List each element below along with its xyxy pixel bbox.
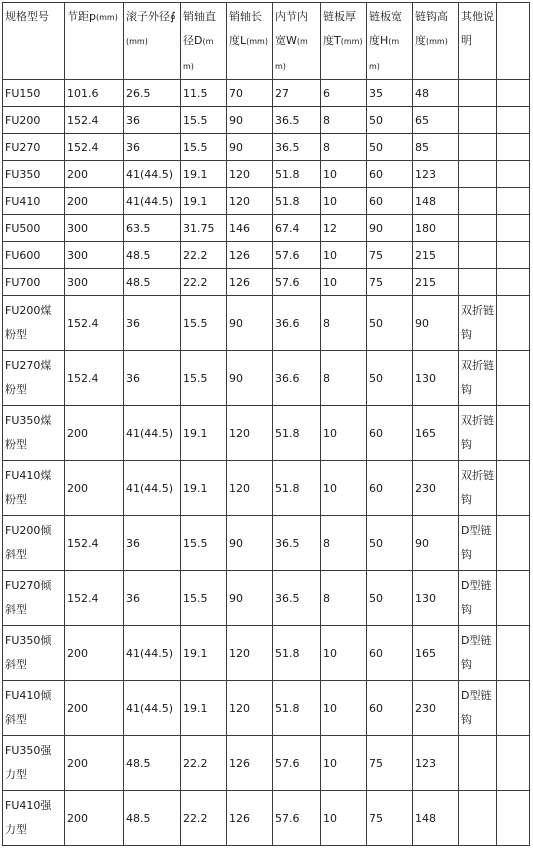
value-cell: 15.5 — [181, 107, 227, 134]
table-row — [3, 215, 530, 242]
value-cell: 152.4 — [65, 351, 124, 406]
header-unit: (mm) — [340, 37, 363, 46]
value-cell: 90 — [227, 351, 273, 406]
value-cell: 63.5 — [124, 215, 181, 242]
note-cell — [459, 188, 497, 215]
value-cell: 50 — [367, 134, 413, 161]
value-cell: 60 — [367, 681, 413, 736]
note-cell: 双折链钩 — [459, 461, 497, 516]
table-row — [3, 681, 530, 736]
table-row — [3, 80, 530, 107]
value-cell: 8 — [321, 296, 367, 351]
value-cell: 15.5 — [181, 134, 227, 161]
value-cell: 50 — [367, 296, 413, 351]
value-cell — [497, 571, 530, 626]
note-cell: 双折链钩 — [459, 406, 497, 461]
header-cell — [321, 3, 367, 80]
note-cell — [459, 791, 497, 846]
value-cell: 126 — [227, 791, 273, 846]
value-cell: 8 — [321, 351, 367, 406]
header-unit: (mm) — [426, 37, 448, 46]
value-cell: 26.5 — [124, 80, 181, 107]
value-cell: 36 — [124, 134, 181, 161]
header-text: 链板宽度H — [369, 10, 402, 47]
value-cell: 90 — [227, 296, 273, 351]
value-cell: 215 — [413, 242, 459, 269]
value-cell: 120 — [227, 406, 273, 461]
table-row — [3, 296, 530, 351]
value-cell: 50 — [367, 351, 413, 406]
value-cell: 22.2 — [181, 269, 227, 296]
value-cell: 130 — [413, 351, 459, 406]
value-cell: 200 — [65, 161, 124, 188]
value-cell: 36.6 — [273, 351, 321, 406]
value-cell: 200 — [65, 406, 124, 461]
value-cell — [497, 351, 530, 406]
value-cell: 230 — [413, 681, 459, 736]
value-cell: 41(44.5) — [124, 461, 181, 516]
value-cell: 50 — [367, 571, 413, 626]
value-cell: 19.1 — [181, 406, 227, 461]
value-cell: 48.5 — [124, 791, 181, 846]
value-cell: 36 — [124, 516, 181, 571]
value-cell: 90 — [227, 107, 273, 134]
value-cell: 67.4 — [273, 215, 321, 242]
header-text: 链钩高度 — [415, 10, 448, 47]
value-cell: 60 — [367, 461, 413, 516]
value-cell: 51.8 — [273, 188, 321, 215]
table-row — [3, 791, 530, 846]
value-cell — [497, 269, 530, 296]
value-cell: 22.2 — [181, 736, 227, 791]
value-cell: 120 — [227, 626, 273, 681]
value-cell: 19.1 — [181, 626, 227, 681]
header-text: 其他说明 — [461, 10, 494, 47]
table-row — [3, 736, 530, 791]
value-cell: 57.6 — [273, 791, 321, 846]
value-cell — [497, 296, 530, 351]
model-cell: FU500 — [3, 215, 65, 242]
value-cell: 41(44.5) — [124, 188, 181, 215]
note-cell: D型链钩 — [459, 626, 497, 681]
spec-table — [2, 2, 530, 846]
value-cell: 19.1 — [181, 461, 227, 516]
value-cell: 90 — [227, 134, 273, 161]
header-unit: (mm) — [95, 13, 118, 22]
value-cell: 90 — [227, 516, 273, 571]
value-cell: 8 — [321, 134, 367, 161]
value-cell: 75 — [367, 736, 413, 791]
value-cell: 12 — [321, 215, 367, 242]
value-cell: 41(44.5) — [124, 626, 181, 681]
value-cell: 15.5 — [181, 351, 227, 406]
value-cell: 90 — [413, 296, 459, 351]
value-cell: 152.4 — [65, 296, 124, 351]
value-cell — [497, 188, 530, 215]
model-cell: FU270倾斜型 — [3, 571, 65, 626]
model-cell: FU270煤粉型 — [3, 351, 65, 406]
value-cell: 120 — [227, 188, 273, 215]
model-cell: FU200倾斜型 — [3, 516, 65, 571]
value-cell — [497, 161, 530, 188]
value-cell: 48.5 — [124, 736, 181, 791]
note-cell: D型链钩 — [459, 516, 497, 571]
table-row — [3, 188, 530, 215]
value-cell — [497, 516, 530, 571]
value-cell: 51.8 — [273, 681, 321, 736]
header-cell — [227, 3, 273, 80]
value-cell — [497, 134, 530, 161]
value-cell — [497, 681, 530, 736]
value-cell: 120 — [227, 161, 273, 188]
value-cell: 152.4 — [65, 134, 124, 161]
value-cell: 90 — [367, 215, 413, 242]
value-cell — [497, 736, 530, 791]
value-cell: 123 — [413, 161, 459, 188]
table-row — [3, 626, 530, 681]
note-cell — [459, 736, 497, 791]
value-cell: 48 — [413, 80, 459, 107]
value-cell: 19.1 — [181, 188, 227, 215]
note-cell: D型链钩 — [459, 681, 497, 736]
value-cell: 215 — [413, 269, 459, 296]
header-text: 节距p — [67, 10, 96, 23]
value-cell: 60 — [367, 188, 413, 215]
value-cell: 300 — [65, 269, 124, 296]
header-unit: (mm) — [275, 37, 308, 71]
value-cell: 36.6 — [273, 296, 321, 351]
model-cell: FU350强力型 — [3, 736, 65, 791]
value-cell: 148 — [413, 791, 459, 846]
value-cell: 10 — [321, 461, 367, 516]
value-cell: 165 — [413, 626, 459, 681]
value-cell: 57.6 — [273, 242, 321, 269]
value-cell: 10 — [321, 626, 367, 681]
value-cell: 48.5 — [124, 242, 181, 269]
value-cell: 36 — [124, 351, 181, 406]
value-cell: 75 — [367, 242, 413, 269]
value-cell: 120 — [227, 681, 273, 736]
value-cell: 41(44.5) — [124, 161, 181, 188]
value-cell: 200 — [65, 736, 124, 791]
value-cell: 35 — [367, 80, 413, 107]
value-cell: 36 — [124, 571, 181, 626]
value-cell: 31.75 — [181, 215, 227, 242]
value-cell: 123 — [413, 736, 459, 791]
model-cell: FU150 — [3, 80, 65, 107]
note-cell — [459, 161, 497, 188]
value-cell: 300 — [65, 242, 124, 269]
value-cell: 10 — [321, 681, 367, 736]
table-row — [3, 461, 530, 516]
model-cell: FU410煤粉型 — [3, 461, 65, 516]
header-cell — [3, 3, 65, 80]
header-unit: (mm) — [183, 37, 214, 71]
table-row — [3, 269, 530, 296]
value-cell: 152.4 — [65, 571, 124, 626]
value-cell: 6 — [321, 80, 367, 107]
header-cell — [459, 3, 497, 80]
model-cell: FU410 — [3, 188, 65, 215]
table-row — [3, 516, 530, 571]
value-cell: 41(44.5) — [124, 681, 181, 736]
value-cell: 11.5 — [181, 80, 227, 107]
value-cell: 85 — [413, 134, 459, 161]
value-cell — [497, 242, 530, 269]
value-cell: 152.4 — [65, 107, 124, 134]
value-cell — [497, 791, 530, 846]
model-cell: FU350煤粉型 — [3, 406, 65, 461]
value-cell: 200 — [65, 626, 124, 681]
value-cell: 19.1 — [181, 161, 227, 188]
value-cell: 130 — [413, 571, 459, 626]
value-cell: 75 — [367, 791, 413, 846]
value-cell: 10 — [321, 188, 367, 215]
value-cell: 101.6 — [65, 80, 124, 107]
header-cell — [124, 3, 181, 80]
model-cell: FU700 — [3, 269, 65, 296]
value-cell: 60 — [367, 161, 413, 188]
note-cell — [459, 80, 497, 107]
value-cell: 200 — [65, 681, 124, 736]
value-cell: 120 — [227, 461, 273, 516]
value-cell: 8 — [321, 516, 367, 571]
value-cell — [497, 80, 530, 107]
value-cell: 148 — [413, 188, 459, 215]
value-cell — [497, 626, 530, 681]
value-cell: 19.1 — [181, 681, 227, 736]
note-cell — [459, 107, 497, 134]
table-row — [3, 242, 530, 269]
value-cell: 10 — [321, 736, 367, 791]
value-cell: 165 — [413, 406, 459, 461]
model-cell: FU350 — [3, 161, 65, 188]
model-cell: FU350倾斜型 — [3, 626, 65, 681]
value-cell: 51.8 — [273, 626, 321, 681]
value-cell: 36.5 — [273, 516, 321, 571]
value-cell: 90 — [413, 516, 459, 571]
note-cell — [459, 269, 497, 296]
value-cell: 10 — [321, 161, 367, 188]
value-cell: 57.6 — [273, 736, 321, 791]
model-cell: FU200 — [3, 107, 65, 134]
note-cell — [459, 134, 497, 161]
table-body — [3, 80, 530, 846]
header-cell — [413, 3, 459, 80]
value-cell — [497, 461, 530, 516]
value-cell: 36.5 — [273, 107, 321, 134]
header-cell — [65, 3, 124, 80]
value-cell: 75 — [367, 269, 413, 296]
value-cell — [497, 107, 530, 134]
header-text: 内节内宽W — [275, 10, 308, 47]
value-cell: 10 — [321, 269, 367, 296]
value-cell: 51.8 — [273, 406, 321, 461]
value-cell: 10 — [321, 791, 367, 846]
value-cell: 8 — [321, 107, 367, 134]
header-unit: (mm) — [246, 37, 268, 46]
value-cell: 36 — [124, 107, 181, 134]
value-cell: 180 — [413, 215, 459, 242]
value-cell: 10 — [321, 406, 367, 461]
header-unit: (mm) — [126, 37, 148, 46]
value-cell: 152.4 — [65, 516, 124, 571]
value-cell: 15.5 — [181, 571, 227, 626]
value-cell — [497, 406, 530, 461]
value-cell: 300 — [65, 215, 124, 242]
value-cell: 230 — [413, 461, 459, 516]
value-cell: 200 — [65, 791, 124, 846]
value-cell: 10 — [321, 242, 367, 269]
value-cell: 15.5 — [181, 516, 227, 571]
note-cell: D型链钩 — [459, 571, 497, 626]
table-row — [3, 406, 530, 461]
value-cell: 41(44.5) — [124, 406, 181, 461]
value-cell: 200 — [65, 461, 124, 516]
header-cell — [367, 3, 413, 80]
value-cell: 50 — [367, 107, 413, 134]
table-row — [3, 161, 530, 188]
header-cell — [273, 3, 321, 80]
value-cell: 126 — [227, 242, 273, 269]
value-cell: 22.2 — [181, 791, 227, 846]
note-cell: 双折链钩 — [459, 351, 497, 406]
value-cell: 36 — [124, 296, 181, 351]
model-cell: FU410强力型 — [3, 791, 65, 846]
value-cell: 36.5 — [273, 571, 321, 626]
model-cell: FU410倾斜型 — [3, 681, 65, 736]
table-row — [3, 571, 530, 626]
note-cell: 双折链钩 — [459, 296, 497, 351]
header-text: 滚子外径∮ — [126, 10, 176, 23]
header-row — [3, 3, 530, 80]
header-text: 销轴直径D — [183, 10, 216, 47]
value-cell: 22.2 — [181, 242, 227, 269]
value-cell: 90 — [227, 571, 273, 626]
value-cell: 60 — [367, 406, 413, 461]
header-cell — [497, 3, 530, 80]
value-cell: 65 — [413, 107, 459, 134]
model-cell: FU270 — [3, 134, 65, 161]
value-cell: 146 — [227, 215, 273, 242]
value-cell: 51.8 — [273, 461, 321, 516]
value-cell: 126 — [227, 736, 273, 791]
value-cell: 200 — [65, 188, 124, 215]
header-text: 链板厚度T — [323, 10, 356, 47]
value-cell: 126 — [227, 269, 273, 296]
note-cell — [459, 242, 497, 269]
value-cell: 36.5 — [273, 134, 321, 161]
header-text: 规格型号 — [5, 10, 49, 23]
value-cell: 60 — [367, 626, 413, 681]
header-unit: (mm) — [369, 37, 400, 71]
header-cell — [181, 3, 227, 80]
table-row — [3, 134, 530, 161]
value-cell: 8 — [321, 571, 367, 626]
value-cell: 15.5 — [181, 296, 227, 351]
value-cell: 70 — [227, 80, 273, 107]
model-cell: FU600 — [3, 242, 65, 269]
model-cell: FU200煤粉型 — [3, 296, 65, 351]
table-row — [3, 351, 530, 406]
value-cell: 50 — [367, 516, 413, 571]
value-cell: 57.6 — [273, 269, 321, 296]
value-cell: 48.5 — [124, 269, 181, 296]
header-text: 销轴长度L — [229, 10, 262, 47]
table-row — [3, 107, 530, 134]
value-cell: 51.8 — [273, 161, 321, 188]
note-cell — [459, 215, 497, 242]
value-cell: 27 — [273, 80, 321, 107]
value-cell — [497, 215, 530, 242]
